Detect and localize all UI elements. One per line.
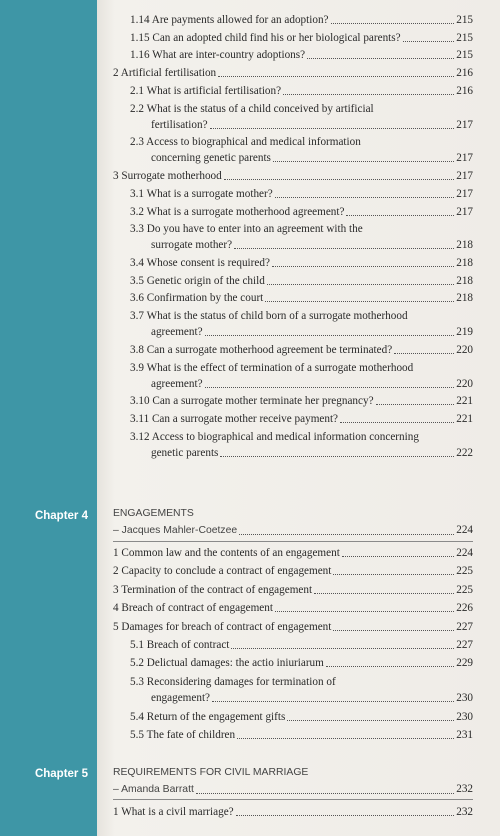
page-number: 215 — [456, 31, 473, 44]
toc-entry[interactable] — [130, 255, 473, 271]
toc-entry-text: surrogate mother? — [151, 239, 233, 252]
page-number: 217 — [456, 152, 473, 165]
chapter-4-label: Chapter 4 — [34, 510, 88, 522]
page-number: 215 — [456, 14, 473, 26]
page-number: 232 — [456, 806, 473, 818]
toc-entry[interactable] — [130, 308, 473, 340]
page-number: 225 — [456, 565, 473, 578]
toc-entry[interactable] — [130, 637, 473, 653]
toc-entry-text: 3.4 Whose consent is required? — [130, 257, 270, 269]
toc-entry[interactable] — [130, 290, 473, 306]
toc-entry-text: 5.2 Delictual damages: the actio iniuriarum — [130, 657, 324, 670]
chapter-4-author[interactable] — [113, 522, 473, 539]
toc-entry[interactable] — [130, 727, 473, 743]
toc-entry-text: 5.5 The fate of children — [130, 729, 236, 741]
toc-entry-text: 3.6 Confirmation by the court — [130, 292, 264, 305]
toc-entry-text: 1 Common law and the contents of an engagement — [113, 547, 340, 559]
leader-dots — [403, 41, 455, 42]
leader-dots — [333, 630, 454, 631]
chapter-5-divider — [113, 799, 473, 800]
toc-entry-text: 3.11 Can a surrogate mother receive payment? — [130, 413, 339, 426]
page-number: 220 — [456, 377, 473, 390]
toc-entry[interactable] — [130, 30, 473, 46]
page-number: 221 — [456, 413, 473, 426]
toc-entry-text: 5.1 Breach of contract — [130, 639, 230, 651]
leader-dots — [234, 248, 454, 249]
toc-entry-text: 2.3 Access to biographical and medical information — [130, 136, 361, 149]
toc-entry-text: 2 Artificial fertilisation — [113, 67, 217, 80]
leader-dots — [346, 215, 454, 216]
toc-entry[interactable] — [130, 360, 473, 392]
leader-dots — [340, 422, 454, 423]
toc-entry-text: 3.1 What is a surrogate mother? — [130, 187, 273, 200]
chapter-4-title-text: ENGAGEMENTS — [113, 508, 194, 519]
toc-entry[interactable] — [130, 134, 473, 166]
leader-dots — [331, 23, 455, 24]
page-number: 221 — [456, 395, 473, 408]
toc-entry-text: 5 Damages for breach of contract of engagement — [113, 620, 332, 633]
leader-dots — [231, 648, 454, 649]
toc-entry[interactable] — [130, 47, 473, 63]
toc-entry[interactable] — [130, 101, 473, 133]
toc-entry[interactable] — [113, 619, 473, 635]
toc-entry[interactable] — [113, 600, 473, 616]
chapter-4-author-text: – Jacques Mahler-Coetzee — [113, 525, 238, 536]
toc-entry-text: 3.7 What is the status of child born of a surrogate motherhood — [130, 310, 408, 323]
page-number: 230 — [456, 710, 473, 723]
toc-entry-text: 3 Termination of the contract of engagement — [113, 583, 313, 596]
page-number: 218 — [456, 292, 473, 305]
page-number: 224 — [456, 524, 473, 536]
leader-dots — [196, 793, 454, 794]
toc-entry[interactable] — [130, 83, 473, 99]
leader-dots — [333, 574, 454, 575]
page-number: 224 — [456, 547, 473, 559]
leader-dots — [376, 404, 455, 405]
page-number: 225 — [456, 583, 473, 596]
leader-dots — [220, 456, 454, 457]
leader-dots — [275, 197, 455, 198]
page-number: 219 — [456, 326, 473, 339]
chapter-5-author-text: – Amanda Barratt — [113, 784, 194, 795]
leader-dots — [275, 611, 454, 612]
leader-dots — [326, 666, 454, 667]
toc-entry[interactable] — [130, 12, 473, 28]
page-number: 216 — [456, 67, 473, 80]
toc-entry-text: concerning genetic parents — [151, 152, 271, 165]
toc-entry[interactable] — [130, 429, 473, 461]
toc-entry[interactable] — [113, 545, 473, 561]
leader-dots — [307, 58, 454, 59]
leader-dots — [239, 534, 454, 535]
leader-dots — [237, 738, 454, 739]
page-number: 216 — [456, 84, 473, 97]
toc-entry[interactable] — [130, 221, 473, 253]
chapter-5-title — [113, 765, 473, 781]
page-number: 226 — [456, 602, 473, 615]
chapter-4-title — [113, 506, 473, 522]
toc-entry-text: engagement? — [151, 691, 211, 704]
toc-entry[interactable] — [130, 393, 473, 409]
toc-entry-text: 5.4 Return of the engagement gifts — [130, 710, 286, 723]
toc-entry[interactable] — [113, 65, 473, 81]
toc-entry-text: 4 Breach of contract of engagement — [113, 602, 273, 615]
toc-entry[interactable] — [130, 273, 473, 289]
toc-entry-text: 2.2 What is the status of a child conceived by artificial — [130, 102, 374, 115]
page-number: 218 — [456, 274, 473, 287]
toc-entry-text: 3.5 Genetic origin of the child — [130, 274, 265, 287]
toc-entry-text: 1 What is a civil marriage? — [113, 806, 234, 818]
leader-dots — [267, 284, 454, 285]
leader-dots — [205, 387, 455, 388]
toc-entry-text: 3.2 What is a surrogate motherhood agreement? — [130, 205, 345, 218]
leader-dots — [283, 94, 454, 95]
leader-dots — [273, 161, 454, 162]
toc-entry[interactable] — [130, 342, 473, 358]
page-number: 217 — [456, 170, 473, 183]
page-number: 222 — [456, 446, 473, 459]
toc-entry[interactable] — [130, 655, 473, 671]
leader-dots — [236, 815, 455, 816]
toc-entry-text: fertilisation? — [151, 118, 208, 131]
leader-dots — [272, 266, 454, 267]
page-number: 232 — [456, 783, 473, 795]
chapter-sidebar — [0, 0, 97, 836]
page-number: 217 — [456, 118, 473, 131]
page-number: 231 — [456, 729, 473, 741]
page-number: 227 — [456, 639, 473, 651]
toc-entry-text: genetic parents — [151, 446, 219, 459]
toc-entry-text: agreement? — [151, 326, 203, 339]
leader-dots — [224, 179, 454, 180]
toc-entry-text: 3.8 Can a surrogate motherhood agreement be terminated? — [130, 343, 393, 356]
toc-entry[interactable] — [130, 186, 473, 202]
page-number: 220 — [456, 343, 473, 356]
chapter-5-label: Chapter 5 — [34, 768, 88, 780]
toc-entry-text: 3.12 Access to biographical and medical information concerning — [130, 430, 419, 443]
toc-entry-text: 3.9 What is the effect of termination of a surrogate motherhood — [130, 361, 414, 374]
toc-entry[interactable] — [130, 411, 473, 427]
chapter-5-title-text: REQUIREMENTS FOR CIVIL MARRIAGE — [113, 767, 309, 778]
chapter-4-divider — [113, 541, 473, 542]
page-number: 218 — [456, 257, 473, 269]
toc-entry-text: 2.1 What is artificial fertilisation? — [130, 84, 282, 97]
leader-dots — [210, 128, 455, 129]
page-number: 218 — [456, 239, 473, 252]
page-number: 217 — [456, 205, 473, 218]
toc-entry-text: 1.15 Can an adopted child find his or her biological parents? — [130, 31, 401, 44]
leader-dots — [342, 556, 454, 557]
leader-dots — [287, 720, 454, 721]
toc-entry[interactable] — [113, 582, 473, 598]
toc-entry[interactable] — [130, 674, 473, 706]
toc-entry-text: 3.3 Do you have to enter into an agreement with the — [130, 223, 363, 236]
page-number: 217 — [456, 187, 473, 200]
toc-entry[interactable] — [113, 168, 473, 184]
leader-dots — [394, 353, 454, 354]
toc-entry-text: 3 Surrogate motherhood — [113, 170, 222, 183]
toc-entry-text: 1.14 Are payments allowed for an adoption? — [130, 14, 329, 26]
leader-dots — [205, 335, 455, 336]
page-number: 229 — [456, 657, 473, 670]
leader-dots — [314, 593, 454, 594]
page-number: 215 — [456, 49, 473, 62]
page-number: 230 — [456, 691, 473, 704]
leader-dots — [212, 701, 454, 702]
toc-entry-text: 1.16 What are inter-country adoptions? — [130, 49, 306, 62]
toc-entry[interactable] — [113, 804, 473, 820]
toc-entry[interactable] — [113, 563, 473, 579]
toc-entry-text: 5.3 Reconsidering damages for termination of — [130, 675, 336, 688]
toc-entry[interactable] — [130, 709, 473, 725]
toc-entry[interactable] — [130, 204, 473, 220]
toc-entry-text: 3.10 Can a surrogate mother terminate her pregnancy? — [130, 395, 374, 408]
leader-dots — [265, 301, 454, 302]
page-number: 227 — [456, 620, 473, 633]
toc-entry-text: 2 Capacity to conclude a contract of engagement — [113, 565, 332, 578]
leader-dots — [218, 76, 454, 77]
chapter-5-author[interactable] — [113, 781, 473, 798]
toc-entry-text: agreement? — [151, 377, 203, 390]
